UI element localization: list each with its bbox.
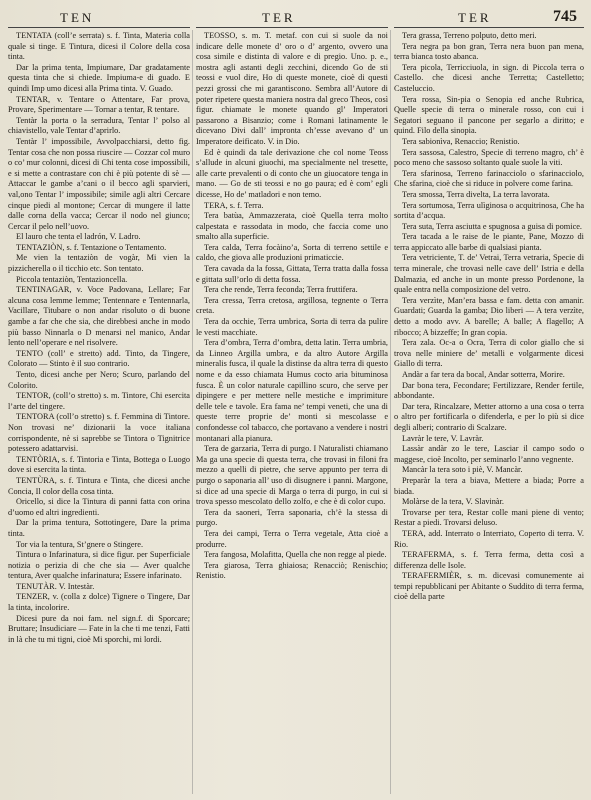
dictionary-entry: Dar tera, Rincalzare, Metter attorno a una cosa o terra o altro per fortificarla o difenderla, e per lo più si dice degli alberi; contrario di Scalzare.	[394, 401, 584, 432]
dictionary-entry: Dar bona tera, Fecondare; Fertilizzare, Render fertile, abbondante.	[394, 380, 584, 401]
dictionary-entry: Tera d’ombra, Terra d’ombra, detta latin. Terra umbria, da Linneo Argilla umbra, e da altro Autore Argilla mineralis fusca, il quale la distinse da altra terra di questo nome e da esso chiamata Humus cocto aria bituminosa fusca. È un color naturale capillino scuro, che serve per dipingere e per mettere nelle mestiche e imprimiture delle tele e tavole. Era fama ne’ tempi veneti, che una di queste terre proprie de’ monti si mescolasse e confondesse col tabacco, che portavano a vendere i nostri montanari alla pianura.	[196, 338, 388, 443]
dictionary-entry: Tera suta, Terra asciutta e spugnosa a guisa di pomice.	[402, 221, 583, 231]
dictionary-entry: Mancàr la tera soto i piè, V. Mancàr.	[402, 465, 523, 475]
dictionary-entry: Tera vetriciente, T. de’ Vetrai, Terra vetraria, Specie di terra minerale, che trovasi nelle cave dell’ Istria e della Dalmazia, ed anche in un monte presso Pordenone, la quale entra nella composizione del vetro.	[394, 253, 584, 295]
dictionary-entry: TENTATA (coll’e serrata) s. f. Tinta, Materia colla quale si tinge. E Tintura, dicesi il Colore della cosa tinta.	[8, 31, 190, 62]
dictionary-entry: Tera rossa, Sin-pia o Senopia ed anche Rubrica, Quelle specie di terra o minerale rosso, con cui i Segatori seguano il pancone per segarlo a diritto; e quind. Filo della sinopia.	[394, 94, 584, 136]
dictionary-entry: TENTAZIÒN, s. f. Tentazione o Tentamento.	[16, 242, 167, 252]
center-guide-word: TER	[262, 10, 296, 25]
dictionary-entry: TERAFERMA, s. f. Terra ferma, detta così a differenza delle Isole.	[394, 550, 584, 570]
dictionary-entry: Tera picola, Terricciuola, in sign. di Piccola terra o Castello. che dicesi anche Terretta; Castelletto; Casteluccio.	[394, 62, 584, 93]
dictionary-entry: Tera calda, Terra focàino’a, Sorta di terreno settile e caldo, che giova alle produzioni primaticcie.	[196, 242, 388, 263]
dictionary-entry: Tera cressa, Terra cretosa, argillosa, tegnente o Terra creta.	[196, 295, 388, 316]
dictionary-entry: Tera smossa, Terra divelta, La terra lavorata.	[402, 189, 550, 199]
dictionary-entry: Dar la prima tenta, Impiumare, Dar gradatamente questa tinta che si chiede. Impiuma-e di guado. E quindi Imp umo dicesi alla Prima tinta. V. Guado.	[8, 62, 190, 93]
dictionary-entry: TENTOR, (coll’o stretto) s. m. Tintore, Chi esercita l’arte del tingere.	[8, 391, 190, 411]
dictionary-entry: Tera de garzaria, Terra di purgo. I Naturalisti chiamano Ma ga una specie di questa terra, che trovasi in filoni fra mezzo a quelli di pietre, che serve appunto per terra di purgo o saponaria all’ uso di disugnere i panni. Margone, si dice ad una specie di Marga o terra di purgo, in cui si trova spesso mescolato dello zolfo, e che è di color cupo.	[196, 444, 388, 507]
dictionary-entry: Tera grassa, Terreno polputo, detto meri.	[402, 31, 537, 40]
right-guide-word: TER	[458, 10, 492, 25]
dictionary-entry: TENTO (coll’ e stretto) add. Tinto, da Tingere, Colorato — Stinto è il suo contrario.	[8, 348, 190, 369]
text-column-left	[8, 31, 190, 794]
dictionary-entry: TENZER, v. (colla z dolce) Tignere o Tingere, Dar la tinta, incolorire.	[8, 592, 190, 613]
dictionary-entry: TENTAR, v. Tentare o Attentare, Far prova, Provare, Sperimentare — Tornar a tentar, R tentare.	[8, 94, 190, 115]
text-column-center	[196, 31, 388, 794]
dictionary-entry: Tera sfarinosa, Terreno farinacciolo o sfarinacciolo, Che sfarina, cioè che si riduce in polvere come farina.	[394, 168, 584, 189]
dictionary-entry: Lavràr le tere, V. Lavràr.	[402, 433, 484, 443]
dictionary-entry: Tor via la tentura, St’gnere o Stingere.	[16, 539, 144, 549]
header-rule	[394, 27, 584, 28]
dictionary-entry: Tentàr la porta o la serradura, Tentar l’ polso al chiavistello, vale Tentar d’aprirlo.	[8, 115, 190, 136]
dictionary-entry: Tera da saoneri, Terra saponaria, ch’è la stessa di purgo.	[196, 507, 388, 528]
dictionary-entry: Tera dei campi, Terra o Terra vegetale, Atta cioè a produrre.	[196, 528, 388, 549]
dictionary-entry: TERAFERMIÈR, s. m. dicevasi comunemente ai tempi repubblicani per Abitante o Suddito di terra ferma, cioè della parte	[394, 571, 584, 602]
dictionary-entry: Tentàr l’ impossibile, Avvolpacchiarsi, detto fig. Tentar cosa che non possa riuscire — Cozzar col muro o co’ mur colonni, dicesi di Chi tenta cose impossibili, e si mette a contrastare con chi è più potente di sè — Attaccar le gambe a’cani o il becco agli sparvieri, val,ono Tentar l’ impossibile; simile agli altri Cercare cinque piedi al montone; Cercar di mungere il latte dalle corna della vacca; Cercar il nodo nel giunco; Cercar il pelo nell’uovo.	[8, 136, 190, 231]
dictionary-entry: TERA, s. f. Terra.	[204, 200, 264, 210]
dictionary-entry: Tintura o Infarinatura, si dice figur. per Superficiale notizia o perizia di che che sia — Aver qualche tentura, Aver qualche infarinatura; Essere infarinato.	[8, 550, 190, 581]
dictionary-entry: Piccola tentaziòn, Tentazioncella.	[16, 274, 128, 284]
dictionary-entry: Molàrse de la tera, V. Slavinàr.	[402, 497, 504, 507]
dictionary-entry: Preparàr la tera a biava, Mettere a biada; Porre a biada.	[394, 475, 584, 496]
dictionary-entry: Tera sabionìva, Renaccio; Renistio.	[402, 136, 520, 146]
left-guide-word: TEN	[60, 10, 95, 25]
dictionary-entry: TERA, add. Interrato o Interriato, Coperto di terra. V. Rio.	[394, 528, 584, 549]
column-divider	[192, 30, 193, 794]
dictionary-entry: El lauro che tenta el ladrón, V. Ladro.	[16, 232, 141, 242]
dictionary-entry: Tera giarosa, Terra ghiaiosa; Renacciò; Renischio; Renistio.	[196, 560, 388, 581]
dictionary-entry: Tera cavada da la fossa, Gittata, Terra tratta dalla fossa e gittata sull’orlo di detta fossa.	[196, 264, 388, 284]
header-rule	[8, 27, 190, 28]
dictionary-entry: Tera zala. Oc-a o Ocra, Terra di color giallo che si trova nelle miniere de’ metalli e volgarmente dicesi Giallo di terra.	[394, 338, 584, 369]
dictionary-entry: Lassàr andàr zo le tere, Lasciar il campo sodo o maggese, cioè Incolto, per seminarlo l’anno vegnente.	[394, 444, 584, 464]
dictionary-entry: TENUTÀR. V. Intestàr.	[16, 581, 95, 591]
dictionary-entry: Dar la prima tentura, Sottotingere, Dare la prima tinta.	[8, 518, 190, 538]
dictionary-entry: Ed è quindi da tale derivazione che col nome Teoss s’allude in alcuni giuochi, ma specialmente nel tresette, alle carte prevalenti o di conto che un giuocatore tenga in mano. — Go de sti teossi e no go paura; ed è com’ egli dicesse, Ho de’ matladori e non temo.	[196, 147, 388, 199]
dictionary-entry: Tento, dicesi anche per Nero; Scuro, parlando del Colorito.	[8, 370, 190, 390]
dictionary-entry: Andàr a far tera da bocal, Andar sotterra, Morire.	[402, 370, 565, 379]
dictionary-entry: Oricello, si dice la Tintura di panni fatta con orina d’uomo ed altri ingredienti.	[8, 497, 190, 517]
running-header	[0, 6, 591, 28]
text-column-right	[394, 31, 584, 794]
dictionary-entry: TENTORA (coll’o stretto) s. f. Femmina di Tintore. Non trovasi ne’ dizionarii la voce italiana corrispondente, nè si saprebbe se Tintora o Tignitrice potessero adattarvisi.	[8, 412, 190, 454]
dictionary-entry: Dicesi pure da noi fam. nel sign.f. di Sporcare; Bruttare; Insudiciare — Fate in la che ti me tenzi, Fatti in là che tu mi tigni, cioè Mi sporchi, mi lordi.	[8, 613, 190, 644]
dictionary-entry: TENTINAGAR, v. Voce Padovana, Lellare; Far alcuna cosa lemme lemme; Tentennare e Tentennarla, Vacillare, Titubare o non andar risoluto o di buone gambe a far che che sia, che direbbesi anche in modo più basso Ninnarla o D menarsi nel manico, Andar lento nell’operare e nel risolvere.	[8, 285, 190, 348]
dictionary-entry: Tera batùa, Ammazzerata, cioè Quella terra molto calpestata e rassodata in modo, che faccia come uno smalto alla superficie.	[196, 211, 388, 242]
dictionary-entry: Tera sassosa, Calestro, Specie di terreno magro, ch’ è poco meno che sassoso soltanto quale suole la viti.	[394, 147, 584, 168]
column-divider	[390, 30, 391, 794]
dictionary-entry: TEOSSO, s. m. T. metaf. con cui si suole da noi indicare delle monete d’ oro o d’ argento, ovvero una cosa simile e distinta di valore e di pregio. Uno. p. e., mostra agli astanti degli zecchini, dicendo Go de sti teossi e vuol dire, Ho di queste monete, cioè di questi pezzi grossi che mi garantiscono. Sembra all’Autore di poter ripetere questa maniera nostra dal greco Theos, così figur. chiamate le monete quando gl’ Imperatori passarono a Bisanzio; come i Romani latinamente le dicevano Divi dall’ impronta ch’esse avevano d’ un Imperatore deificato. V. in Dio.	[196, 31, 388, 146]
page-number: 745	[553, 8, 577, 25]
dictionary-entry: Tera verzìte, Man’era bassa e fam. detta con amanir. Guardati; Guarda la gamba; Dio liberi — A tera verzìte, detto a modo avv. A barelle; A balle; A flagello; A ribocco; A bizzeffe; In gran copia.	[394, 295, 584, 337]
dictionary-entry: Trovarse per tera, Restar colle mani piene di vento; Restar a piedi. Trovarsi deluso.	[394, 507, 584, 528]
dictionary-entry: Me vien la tentaziòn de vogàr, Mi vien la pizzicherella o il ticchio etc. Son tentato.	[8, 253, 190, 274]
dictionary-entry: Tera che rende, Terra feconda; Terra fruttifera.	[204, 285, 358, 295]
dictionary-entry: Tera da occhie, Terra umbrica, Sorta di terra da pulire le vesti macchiate.	[196, 317, 388, 337]
dictionary-entry: TENTÙRA, s. f. Tintura e Tinta, che dicesi anche Concia, Il color della cosa tinta.	[8, 475, 190, 496]
dictionary-entry: Tera negra pa bon gran, Terra nera buon pan mena, terra bianca tosto abanca.	[394, 41, 584, 62]
dictionary-entry: Tera tacada a le raise de le piante, Pane, Mozzo di terra appiccato alle barbe di qualsiasi pianta.	[394, 232, 584, 252]
dictionary-entry: Tera fangosa, Molafitta, Quella che non regge al piede.	[204, 550, 387, 560]
dictionary-entry: Tera sortumosa, Terra ulìginosa o acquitrinosa, Che ha sortita d’acqua.	[394, 200, 584, 221]
header-rule	[196, 27, 388, 28]
dictionary-entry: TENTÒRIA, s. f. Tintoria e Tinta, Bottega o Luogo dove si esercita la tinta.	[8, 454, 190, 475]
